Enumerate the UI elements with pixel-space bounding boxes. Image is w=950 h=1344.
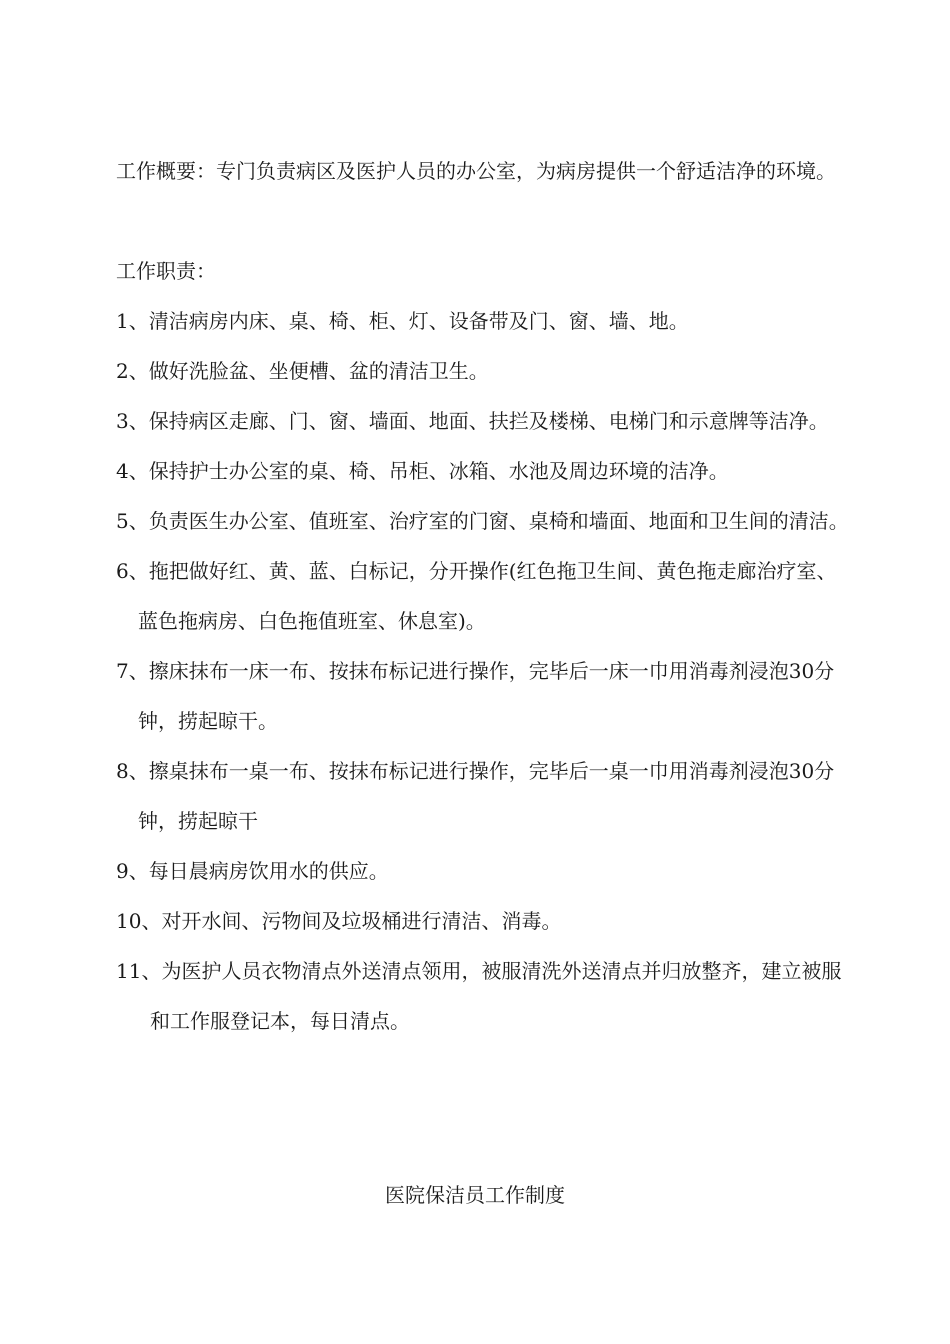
item-number: 8、 bbox=[116, 759, 149, 783]
list-item bbox=[116, 296, 856, 346]
item-number: 4、 bbox=[116, 459, 149, 483]
list-item bbox=[116, 846, 856, 896]
list-item bbox=[116, 446, 856, 496]
item-text: 清洁病房内床、桌、椅、柜、灯、设备带及门、窗、墙、地。 bbox=[148, 309, 689, 333]
list-item bbox=[116, 946, 856, 1046]
item-number: 10、 bbox=[116, 909, 162, 933]
work-summary: 工作概要：专门负责病区及医护人员的办公室，为病房提供一个舒适洁净的环境。 bbox=[116, 159, 836, 183]
item-text: 保持病区走廊、门、窗、墙面、地面、扶拦及楼梯、电梯门和示意牌等洁净。 bbox=[148, 409, 829, 433]
item-text: 每日晨病房饮用水的供应。 bbox=[148, 859, 389, 883]
item-text: 擦床抹布一床一布、按抹布标记进行操作，完毕后一床一巾用消毒剂浸泡30分钟，捞起晾干。 bbox=[138, 659, 835, 733]
item-text: 做好洗脸盆、坐便槽、盆的清洁卫生。 bbox=[148, 359, 489, 383]
item-number: 11、 bbox=[116, 959, 162, 983]
list-item bbox=[116, 746, 856, 846]
item-text: 保持护士办公室的桌、椅、吊柜、冰箱、水池及周边环境的洁净。 bbox=[148, 459, 729, 483]
item-number: 3、 bbox=[116, 409, 149, 433]
duties-list bbox=[116, 296, 856, 1046]
item-text: 负责医生办公室、值班室、治疗室的门窗、桌椅和墙面、地面和卫生间的清洁。 bbox=[148, 509, 849, 533]
list-item bbox=[116, 496, 856, 546]
item-number: 2、 bbox=[116, 359, 149, 383]
duties-heading: 工作职责： bbox=[116, 259, 216, 283]
list-item bbox=[116, 546, 856, 646]
item-text: 擦桌抹布一桌一布、按抹布标记进行操作，完毕后一桌一巾用消毒剂浸泡30分钟，捞起晾干 bbox=[138, 759, 835, 833]
list-item bbox=[116, 346, 856, 396]
item-number: 1、 bbox=[116, 309, 149, 333]
item-number: 9、 bbox=[116, 859, 149, 883]
item-number: 5、 bbox=[116, 509, 149, 533]
item-text: 对开水间、污物间及垃圾桶进行清洁、消毒。 bbox=[161, 909, 562, 933]
list-item bbox=[116, 646, 856, 746]
section-title: 医院保洁员工作制度 bbox=[385, 1183, 565, 1207]
item-text: 拖把做好红、黄、蓝、白标记，分开操作(红色拖卫生间、黄色拖走廊治疗室、蓝色拖病房、白色拖值班室、休息室)。 bbox=[138, 559, 837, 633]
item-text: 为医护人员衣物清点外送清点领用，被服清洗外送清点并归放整齐，建立被服和工作服登记本，每日清点。 bbox=[150, 959, 842, 1033]
list-item bbox=[116, 896, 856, 946]
list-item bbox=[116, 396, 856, 446]
item-number: 6、 bbox=[116, 559, 149, 583]
item-number: 7、 bbox=[116, 659, 149, 683]
